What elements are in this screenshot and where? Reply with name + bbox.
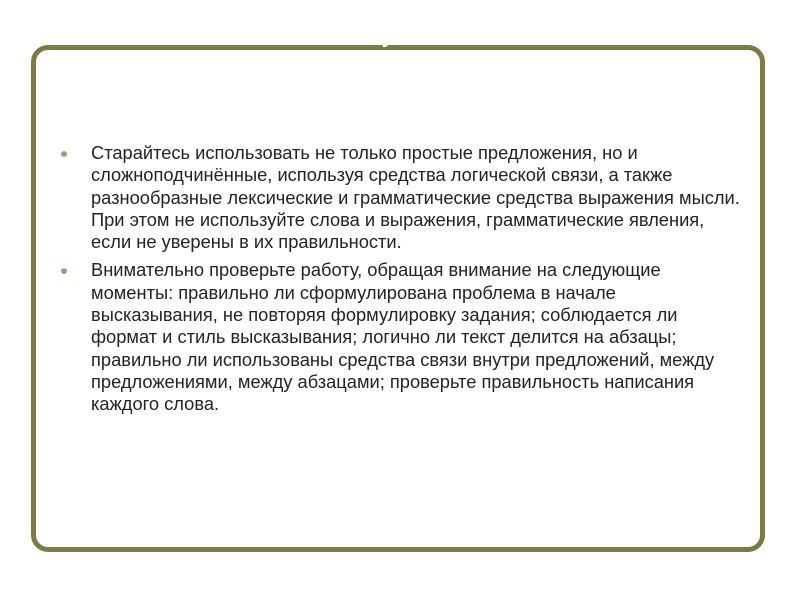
bullet-text: Старайтесь использовать не только простые предложения, но и сложноподчинённые, используя средства логической связи, а также разнообразные лексические и грамматические средства выражения мысли. При этом не используйте слова и выражения, грамматические явления, если не уверены в их правильности.	[91, 142, 740, 253]
bullet-icon	[61, 151, 67, 157]
bullet-list	[56, 142, 746, 422]
title-area	[26, 15, 514, 102]
bullet-item	[56, 142, 746, 253]
slide-title: Работы по обоснованному	[26, 15, 397, 48]
bullet-icon	[61, 268, 67, 274]
bullet-item	[56, 259, 746, 415]
bullet-text: Внимательно проверьте работу, обращая внимание на следующие моменты: правильно ли сформулирована проблема в начале высказывания, не повторяя формулировку задания; соблюдается ли формат и стиль высказывания; логично ли текст делится на абзацы; правильно ли использованы средства связи внутри предложений, между предложениями, между абзацами; проверьте правильность написания каждого слова.	[91, 259, 715, 415]
